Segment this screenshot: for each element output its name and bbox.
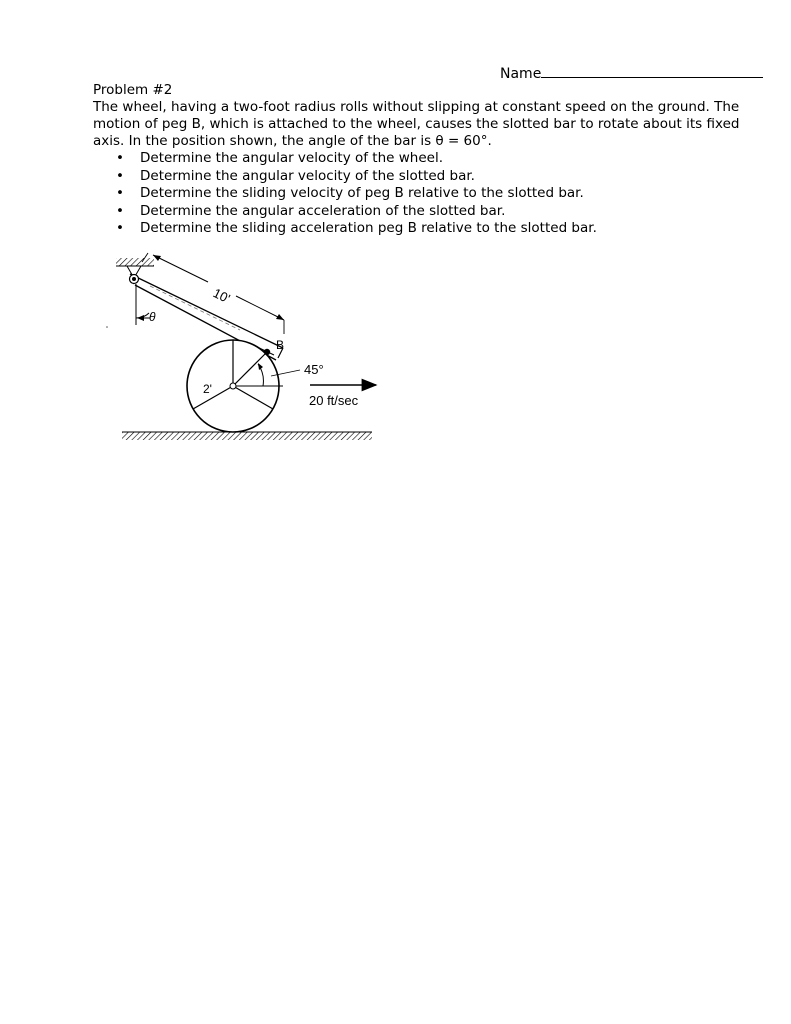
bar-length-label: 10' xyxy=(210,285,233,307)
name-label: Name xyxy=(500,66,542,82)
task-list xyxy=(93,150,763,238)
bullet-icon: • xyxy=(116,167,124,184)
task-item: • Determine the angular velocity of the slotted bar. xyxy=(116,167,475,184)
peg-b-label: B xyxy=(276,338,285,352)
problem-statement: The wheel, having a two-foot radius rolls without slipping at constant speed on the ground. The motion of peg B, which is attached to the wheel, causes the slotted bar to rotate about its fixed axis. In the position shown, the angle of the bar is θ = 60°. xyxy=(93,99,740,149)
wheel-bar-diagram xyxy=(100,250,390,450)
task-item: • Determine the angular velocity of the wheel. xyxy=(116,150,443,166)
peg-b xyxy=(264,349,270,355)
bullet-icon: • xyxy=(116,185,124,201)
task-item: • Determine the sliding velocity of peg B relative to the slotted bar. xyxy=(116,185,584,201)
problem-title: Problem #2 xyxy=(93,82,173,98)
theta-label: θ xyxy=(149,310,156,324)
bullet-icon: • xyxy=(116,150,124,166)
name-blank-line[interactable] xyxy=(541,64,763,78)
bullet-icon: • xyxy=(116,202,124,219)
radius-label: 2' xyxy=(203,382,212,396)
ground xyxy=(122,432,372,440)
mechanism-figure xyxy=(100,250,390,454)
bullet-icon: • xyxy=(116,220,124,236)
task-item: • Determine the angular acceleration of the slotted bar. xyxy=(116,202,506,219)
angle-label: 45° xyxy=(304,362,324,377)
problem-block xyxy=(93,82,763,238)
velocity-label: 20 ft/sec xyxy=(309,393,359,408)
name-field xyxy=(500,64,763,83)
theta-arc xyxy=(136,313,149,318)
task-item: • Determine the sliding acceleration peg B relative to the slotted bar. xyxy=(116,220,597,236)
stray-mark xyxy=(106,326,108,328)
pivot-center xyxy=(132,277,136,281)
